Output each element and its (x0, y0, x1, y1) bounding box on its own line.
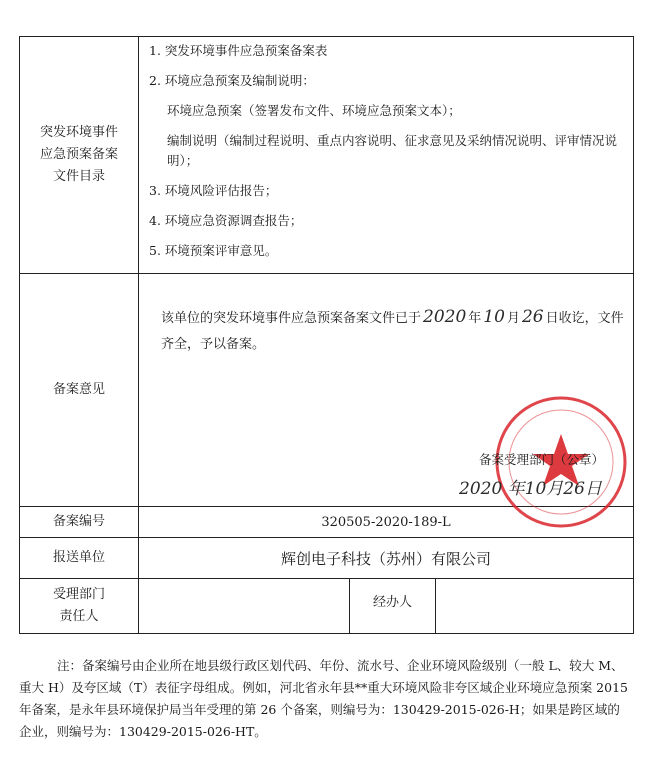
opinion-row (20, 274, 634, 507)
list-item: 3. 环境风险评估报告； (149, 183, 278, 198)
list-item: 1. 突发环境事件应急预案备案表 (149, 43, 328, 58)
list-item: 环境应急预案（签署发布文件、环境应急预案文本）； (167, 103, 461, 118)
accepting-department: 备案受理部门（公章） (479, 452, 605, 467)
handler-label: 经办人 (350, 579, 436, 633)
handwritten-day: 26 (521, 307, 544, 327)
files-list (139, 37, 634, 274)
unit-label: 报送单位 (20, 538, 139, 579)
list-item: 编制说明（编制过程说明、重点内容说明、征求意见及采纳情况说明、评审情况说明）； (167, 133, 618, 168)
opinion-cell (139, 274, 634, 507)
responsible-person-value (139, 579, 350, 633)
filing-table (19, 36, 634, 634)
files-label: 突发环境事件应急预案备案文件目录 (20, 37, 139, 274)
handler-value (436, 579, 634, 633)
files-row (20, 37, 634, 274)
responsible-cell (139, 579, 634, 634)
list-item: 4. 环境应急资源调查报告； (149, 213, 303, 228)
responsible-label: 受理部门 责任人 (20, 579, 139, 634)
list-item: 2. 环境应急预案及编制说明： (149, 73, 315, 88)
filing-number: 320505-2020-189-L (139, 507, 634, 538)
number-label: 备案编号 (20, 507, 139, 538)
unit-row (20, 538, 634, 579)
submitting-unit: 辉创电子科技（苏州）有限公司 (139, 538, 634, 579)
responsible-row (20, 579, 634, 634)
handwritten-date: 2020 年10月26日 (459, 479, 602, 499)
opinion-label: 备案意见 (20, 274, 139, 507)
handwritten-year: 2020 (423, 307, 467, 327)
list-item: 5. 环境预案评审意见。 (149, 243, 278, 258)
opinion-text: 该单位的突发环境事件应急预案备案文件已于 2020 年 10 月 26 日收讫，文件齐全，予以备案。 (161, 307, 624, 352)
footnote: 注：备案编号由企业所在地县级行政区划代码、年份、流水号、企业环境风险级别（一般 L、较大 M、重大 H）及夸区域（T）表征字母组成。例如，河北省永年县**重大环境风险非夸区域企业环境应急预案 2015 年备案，是永年县环境保护局当年受理的第 26 个备案，则编号为：130429-2015-026-H；如果是跨区域的企业，则编号为：130429-2015-026-HT。 (19, 658, 628, 739)
handwritten-month: 10 (483, 307, 505, 327)
